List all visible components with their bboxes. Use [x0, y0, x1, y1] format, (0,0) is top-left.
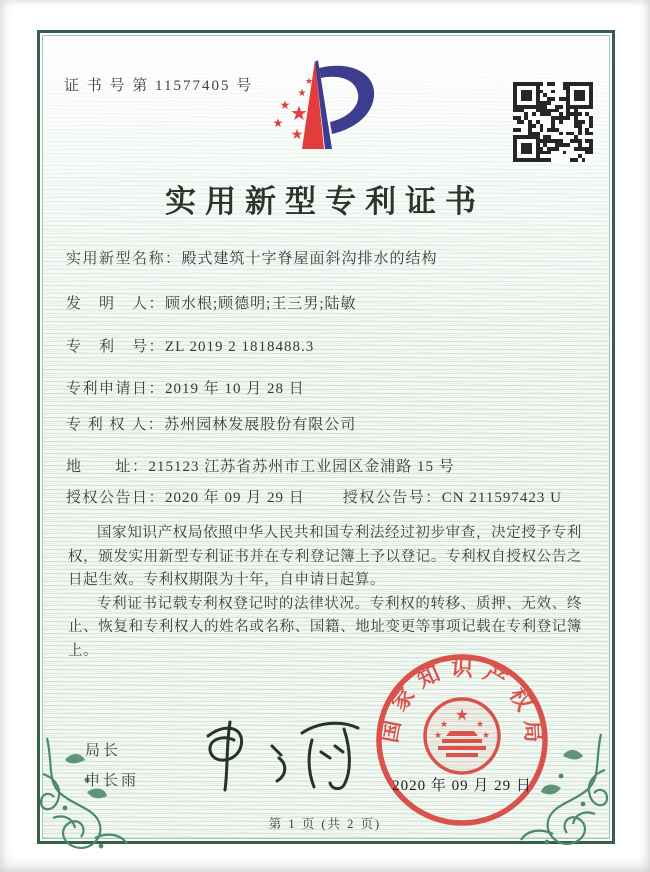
field-row-address [66, 454, 591, 480]
svg-text:★: ★ [290, 128, 304, 143]
signer-title: 局长 [85, 743, 122, 759]
svg-text:★: ★ [439, 719, 449, 729]
field-label: 专利申请日： [66, 381, 166, 397]
seal-date: 2020 年 09 月 29 日 [392, 778, 532, 794]
field-row-inventors [66, 291, 591, 317]
field-value: ZL 2019 2 1818488.3 [165, 339, 315, 355]
field-label: 发 明 人： [66, 296, 166, 312]
seal-agency-text: 国家知识产权局 [376, 654, 547, 753]
field-row-patent-number [66, 334, 591, 360]
grant-number-group [343, 485, 562, 511]
qr-code-icon [513, 82, 593, 162]
national-emblem-icon [425, 699, 499, 773]
field-label: 实用新型名称： [66, 251, 182, 267]
grant-date-value: 2020 年 09 月 29 日 [165, 490, 305, 506]
svg-text:★: ★ [475, 719, 485, 729]
field-row-name [66, 246, 591, 272]
field-label: 专 利 号： [66, 339, 166, 355]
svg-text:★: ★ [297, 88, 307, 99]
svg-text:★: ★ [454, 707, 470, 724]
field-value: 苏州园林发展股份有限公司 [164, 417, 357, 433]
field-value: 2019 年 10 月 28 日 [165, 381, 305, 397]
field-value: 215123 江苏省苏州市工业园区金浦路 15 号 [148, 459, 455, 475]
director-signature-icon [192, 706, 372, 801]
field-label: 专 利 权 人： [66, 417, 165, 433]
signer-block [85, 736, 139, 796]
grant-date-label: 授权公告日： [66, 490, 166, 506]
field-value: 顾水根;顾德明;王三男;陆敏 [165, 296, 357, 312]
grant-number-label: 授权公告号： [342, 490, 442, 506]
svg-text:★: ★ [279, 98, 291, 112]
cnipa-seal-icon [372, 650, 552, 830]
legal-paragraph-1: 国家知识产权局依照中华人民共和国专利法经过初步审查，决定授予专利权，颁发实用新型专利证书并在专利登记簿上予以登记。专利权自授权公告之日起生效。专利权期限为十年，自申请日起算。 [68, 525, 582, 588]
page-number: 第 1 页 (共 2 页) [268, 817, 382, 831]
signer-name: 申长雨 [85, 773, 140, 789]
field-row-grant [66, 485, 591, 511]
cnipa-logo-icon [252, 54, 402, 166]
field-label: 地 址： [66, 459, 149, 475]
grant-number-value: CN 211597423 U [441, 490, 562, 506]
svg-text:★: ★ [481, 730, 491, 740]
svg-text:★: ★ [433, 730, 443, 740]
field-value: 殿式建筑十字脊屋面斜沟排水的结构 [181, 251, 438, 267]
svg-text:★: ★ [304, 76, 314, 86]
certificate-title: 实用新型专利证书 [165, 184, 485, 219]
field-row-filing-date [66, 376, 591, 402]
legal-text [68, 522, 582, 663]
svg-text:★: ★ [290, 103, 308, 125]
certificate-number: 证 书 号 第 11577405 号 [64, 78, 254, 94]
field-row-patentee [66, 412, 591, 438]
certificate-fields [66, 246, 591, 511]
svg-text:★: ★ [272, 116, 284, 130]
legal-paragraph-2: 专利证书记载专利权登记时的法律状况。专利权的转移、质押、无效、终止、恢复和专利权人的姓名或名称、国籍、地址变更等事项记载在专利登记簿上。 [68, 595, 582, 659]
